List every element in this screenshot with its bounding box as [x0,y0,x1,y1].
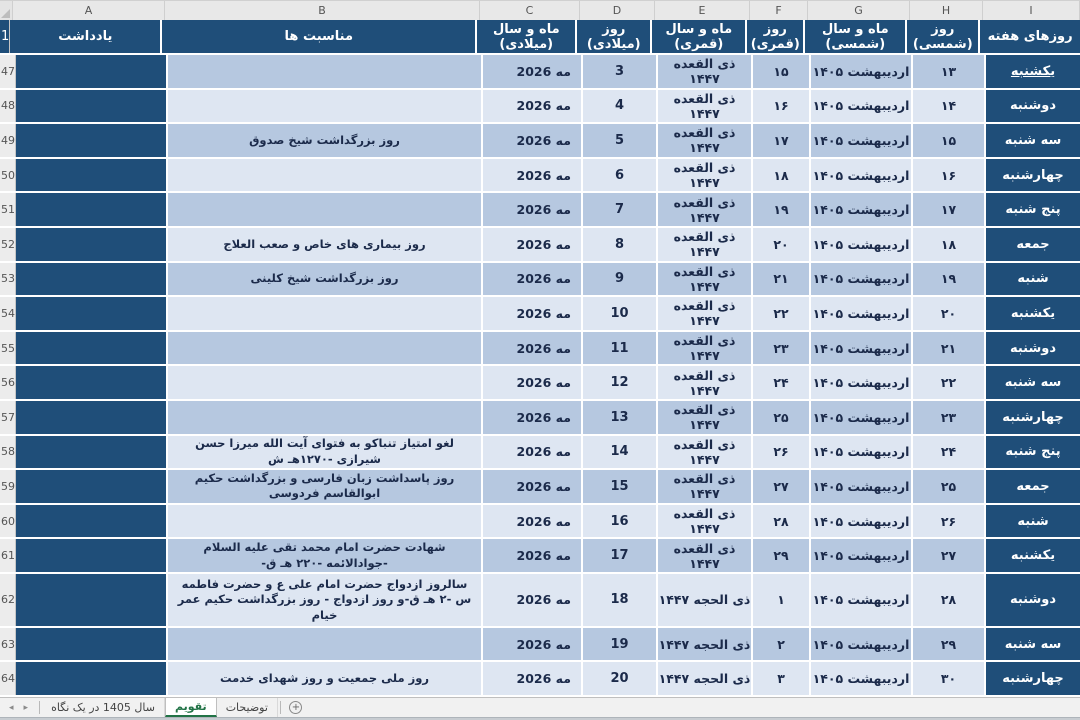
occasion-cell[interactable]: روز بزرگداشت شیخ کلینی [168,263,483,296]
gregorian-day-cell[interactable]: 9 [583,263,658,296]
occasion-cell[interactable] [168,297,483,330]
hijri-day-cell[interactable]: ۳ [753,662,811,695]
gregorian-day-cell[interactable]: 12 [583,366,658,399]
note-cell[interactable] [16,574,168,626]
row-number[interactable]: 55 [0,332,16,365]
header-cell-notes[interactable]: یادداشت [10,20,162,53]
row-number[interactable]: 47 [0,55,16,88]
row-number[interactable]: 56 [0,366,16,399]
occasion-cell[interactable] [168,90,483,123]
occasion-cell[interactable] [168,628,483,661]
occasion-cell[interactable]: روز پاسداشت زبان فارسی و بزرگداشت حکیم ابوالقاسم فردوسی [168,470,483,503]
occasion-cell[interactable]: روز بزرگداشت شیخ صدوق [168,124,483,157]
solar-day-cell[interactable]: ۱۸ [913,228,986,261]
row-number[interactable]: 59 [0,470,16,503]
solar-day-cell[interactable]: ۱۴ [913,90,986,123]
solar-day-cell[interactable]: ۲۹ [913,628,986,661]
gregorian-day-cell[interactable]: 6 [583,159,658,192]
column-header-D[interactable]: D [580,1,655,20]
weekday-cell[interactable]: پنج شنبه [986,193,1080,226]
hijri-day-cell[interactable]: ۱ [753,574,811,626]
hijri-day-cell[interactable]: ۲۱ [753,263,811,296]
solar-day-cell[interactable]: ۱۶ [913,159,986,192]
hijri-month-cell[interactable]: ذی الحجه ۱۴۴۷ [658,574,753,626]
note-cell[interactable] [16,55,168,88]
solar-month-cell[interactable]: اردیبهشت ۱۴۰۵ [811,436,913,469]
column-header-I[interactable]: I [983,1,1080,20]
hijri-day-cell[interactable]: ۲۶ [753,436,811,469]
row-number[interactable]: 54 [0,297,16,330]
gregorian-day-cell[interactable]: 20 [583,662,658,695]
solar-day-cell[interactable]: ۱۵ [913,124,986,157]
weekday-cell[interactable]: دوشنبه [986,332,1080,365]
hijri-day-cell[interactable]: ۲۵ [753,401,811,434]
note-cell[interactable] [16,401,168,434]
table-row [0,505,1080,540]
hijri-month-cell[interactable]: ذی القعده ۱۴۴۷ [658,332,753,365]
solar-month-cell[interactable]: اردیبهشت ۱۴۰۵ [811,297,913,330]
gregorian-month-cell[interactable]: مه 2026 [483,470,583,503]
gregorian-day-cell[interactable]: 19 [583,628,658,661]
weekday-cell[interactable]: چهارشنبه [986,159,1080,192]
table-row [0,228,1080,263]
header-cell-hijri-day[interactable]: روز (قمری) [747,20,805,53]
occasion-cell[interactable] [168,55,483,88]
table-row [0,193,1080,228]
header-cell-gregorian-day[interactable]: روز (میلادی) [577,20,652,53]
weekday-cell[interactable]: شنبه [986,263,1080,296]
gregorian-day-cell[interactable]: 13 [583,401,658,434]
table-header-row [0,20,1080,55]
row-number[interactable]: 64 [0,662,16,695]
weekday-cell[interactable]: دوشنبه [986,574,1080,626]
solar-day-cell[interactable]: ۲۳ [913,401,986,434]
gregorian-month-cell[interactable]: مه 2026 [483,193,583,226]
solar-month-cell[interactable]: اردیبهشت ۱۴۰۵ [811,574,913,626]
table-row [0,366,1080,401]
table-row [0,90,1080,125]
gregorian-day-cell[interactable]: 7 [583,193,658,226]
tab-divider [280,701,281,714]
note-cell[interactable] [16,366,168,399]
solar-month-cell[interactable]: اردیبهشت ۱۴۰۵ [811,193,913,226]
solar-month-cell[interactable]: اردیبهشت ۱۴۰۵ [811,159,913,192]
hijri-month-cell[interactable]: ذی القعده ۱۴۴۷ [658,159,753,192]
weekday-cell[interactable]: دوشنبه [986,90,1080,123]
note-cell[interactable] [16,193,168,226]
hijri-month-cell[interactable]: ذی القعده ۱۴۴۷ [658,505,753,538]
note-cell[interactable] [16,436,168,469]
header-cell-hijri-month[interactable]: ماه و سال (قمری) [652,20,747,53]
gregorian-month-cell[interactable]: مه 2026 [483,436,583,469]
hijri-month-cell[interactable]: ذی القعده ۱۴۴۷ [658,193,753,226]
solar-day-cell[interactable]: ۱۳ [913,55,986,88]
note-cell[interactable] [16,332,168,365]
note-cell[interactable] [16,628,168,661]
table-row [0,574,1080,628]
solar-month-cell[interactable]: اردیبهشت ۱۴۰۵ [811,228,913,261]
gregorian-month-cell[interactable]: مه 2026 [483,263,583,296]
weekday-cell[interactable]: یکشنبه [986,539,1080,572]
occasion-cell[interactable] [168,505,483,538]
gregorian-month-cell[interactable]: مه 2026 [483,662,583,695]
row-number[interactable]: 53 [0,263,16,296]
gregorian-day-cell[interactable]: 18 [583,574,658,626]
solar-month-cell[interactable]: اردیبهشت ۱۴۰۵ [811,539,913,572]
note-cell[interactable] [16,159,168,192]
hijri-day-cell[interactable]: ۱۷ [753,124,811,157]
table-row [0,159,1080,194]
table-row [0,297,1080,332]
hijri-month-cell[interactable]: ذی القعده ۱۴۴۷ [658,263,753,296]
gregorian-month-cell[interactable]: مه 2026 [483,159,583,192]
gregorian-day-cell[interactable]: 14 [583,436,658,469]
occasion-cell[interactable] [168,401,483,434]
weekday-cell[interactable]: یکشنبه [986,297,1080,330]
table-row [0,401,1080,436]
solar-day-cell[interactable]: ۱۷ [913,193,986,226]
solar-month-cell[interactable]: اردیبهشت ۱۴۰۵ [811,470,913,503]
row-number[interactable]: 1 [0,20,10,53]
row-number[interactable]: 58 [0,436,16,469]
table-row [0,55,1080,90]
solar-day-cell[interactable]: ۱۹ [913,263,986,296]
header-cell-gregorian-month[interactable]: ماه و سال (میلادی) [477,20,577,53]
hijri-day-cell[interactable]: ۱۶ [753,90,811,123]
occasion-cell[interactable]: روز بیماری های خاص و صعب العلاج [168,228,483,261]
row-number[interactable]: 48 [0,90,16,123]
tab-scroll-right-icon[interactable]: ▸ [23,702,29,713]
gregorian-day-cell[interactable]: 11 [583,332,658,365]
tab-scroll-left-icon[interactable]: ◂ [9,702,14,713]
hijri-day-cell[interactable]: ۲۲ [753,297,811,330]
gregorian-day-cell[interactable]: 10 [583,297,658,330]
sheet-tab-calendar[interactable]: تقویم [165,698,217,717]
note-cell[interactable] [16,539,168,572]
weekday-cell[interactable]: پنج شنبه [986,436,1080,469]
table-row [0,628,1080,663]
hijri-day-cell[interactable]: ۲۹ [753,539,811,572]
gregorian-month-cell[interactable]: مه 2026 [483,574,583,626]
hijri-day-cell[interactable]: ۲۷ [753,470,811,503]
solar-day-cell[interactable]: ۳۰ [913,662,986,695]
occasion-cell[interactable]: روز ملی جمعیت و روز شهدای خدمت [168,662,483,695]
gregorian-month-cell[interactable]: مه 2026 [483,401,583,434]
solar-day-cell[interactable]: ۲۴ [913,436,986,469]
row-number[interactable]: 63 [0,628,16,661]
hijri-month-cell[interactable]: ذی القعده ۱۴۴۷ [658,90,753,123]
table-row [0,436,1080,471]
tab-divider [39,701,40,714]
note-cell[interactable] [16,228,168,261]
gregorian-day-cell[interactable]: 4 [583,90,658,123]
row-number[interactable]: 49 [0,124,16,157]
gregorian-month-cell[interactable]: مه 2026 [483,297,583,330]
solar-month-cell[interactable]: اردیبهشت ۱۴۰۵ [811,628,913,661]
hijri-day-cell[interactable]: ۱۵ [753,55,811,88]
sheet-grid [0,20,1080,697]
gregorian-day-cell[interactable]: 3 [583,55,658,88]
column-header-G[interactable]: G [808,1,910,20]
hijri-day-cell[interactable]: ۲۳ [753,332,811,365]
gregorian-month-cell[interactable]: مه 2026 [483,90,583,123]
column-header-F[interactable]: F [750,1,808,20]
note-cell[interactable] [16,90,168,123]
occasion-cell[interactable]: لغو امتیاز تنباکو به فتوای آیت الله میرزا حسن شیرازی -۱۲۷۰هـ ش [168,436,483,469]
header-cell-solar-month[interactable]: ماه و سال (شمسی) [805,20,907,53]
header-cell-solar-day[interactable]: روز (شمسی) [907,20,980,53]
header-cell-weekday[interactable]: روزهای هفته [980,20,1080,53]
hijri-day-cell[interactable]: ۱۸ [753,159,811,192]
gregorian-day-cell[interactable]: 16 [583,505,658,538]
weekday-cell[interactable]: سه شنبه [986,628,1080,661]
hijri-month-cell[interactable]: ذی القعده ۱۴۴۷ [658,539,753,572]
note-cell[interactable] [16,124,168,157]
table-row [0,332,1080,367]
column-header-E[interactable]: E [655,1,750,20]
solar-day-cell[interactable]: ۲۵ [913,470,986,503]
solar-month-cell[interactable]: اردیبهشت ۱۴۰۵ [811,90,913,123]
hijri-month-cell[interactable]: ذی القعده ۱۴۴۷ [658,228,753,261]
solar-day-cell[interactable]: ۲۶ [913,505,986,538]
row-number[interactable]: 61 [0,539,16,572]
table-row [0,263,1080,298]
gregorian-day-cell[interactable]: 15 [583,470,658,503]
data-rows [0,55,1080,697]
sheet-tab-explanations[interactable]: توضیحات [217,698,278,717]
weekday-cell[interactable]: سه شنبه [986,366,1080,399]
solar-month-cell[interactable]: اردیبهشت ۱۴۰۵ [811,332,913,365]
gregorian-month-cell[interactable]: مه 2026 [483,539,583,572]
hijri-month-cell[interactable]: ذی القعده ۱۴۴۷ [658,401,753,434]
gregorian-month-cell[interactable]: مه 2026 [483,332,583,365]
occasion-cell[interactable]: شهادت حضرت امام محمد تقی علیه السلام -جوادالائمه -۲۲۰ هـ ق- [168,539,483,572]
table-row [0,662,1080,697]
hijri-day-cell[interactable]: ۲۸ [753,505,811,538]
weekday-cell[interactable]: سه شنبه [986,124,1080,157]
row-number[interactable]: 57 [0,401,16,434]
tab-scroll-arrows [0,698,37,717]
solar-month-cell[interactable]: اردیبهشت ۱۴۰۵ [811,662,913,695]
table-row [0,124,1080,159]
hijri-day-cell[interactable]: ۱۹ [753,193,811,226]
table-row [0,539,1080,574]
solar-month-cell[interactable]: اردیبهشت ۱۴۰۵ [811,124,913,157]
solar-month-cell[interactable]: اردیبهشت ۱۴۰۵ [811,366,913,399]
row-number[interactable]: 60 [0,505,16,538]
solar-month-cell[interactable]: اردیبهشت ۱۴۰۵ [811,505,913,538]
gregorian-day-cell[interactable]: 8 [583,228,658,261]
weekday-cell[interactable]: چهارشنبه [986,401,1080,434]
note-cell[interactable] [16,470,168,503]
weekday-cell[interactable]: یکشنبه [986,55,1080,88]
column-header-B[interactable]: B [165,1,480,20]
select-all-corner[interactable] [0,1,13,20]
hijri-month-cell[interactable]: ذی الحجه ۱۴۴۷ [658,662,753,695]
add-sheet-button[interactable] [283,698,309,717]
row-number[interactable]: 50 [0,159,16,192]
gregorian-day-cell[interactable]: 17 [583,539,658,572]
hijri-day-cell[interactable]: ۲۴ [753,366,811,399]
row-number[interactable]: 51 [0,193,16,226]
weekday-cell[interactable]: شنبه [986,505,1080,538]
hijri-month-cell[interactable]: ذی القعده ۱۴۴۷ [658,124,753,157]
occasion-cell[interactable] [168,159,483,192]
sheet-tab-year-overview[interactable]: سال 1405 در یک نگاه [42,698,165,717]
row-number[interactable]: 62 [0,574,16,626]
gregorian-month-cell[interactable]: مه 2026 [483,505,583,538]
weekday-cell[interactable]: جمعه [986,228,1080,261]
hijri-month-cell[interactable]: ذی القعده ۱۴۴۷ [658,366,753,399]
gregorian-month-cell[interactable]: مه 2026 [483,628,583,661]
weekday-cell[interactable]: جمعه [986,470,1080,503]
hijri-month-cell[interactable]: ذی القعده ۱۴۴۷ [658,436,753,469]
occasion-cell[interactable] [168,332,483,365]
sheet-tab-bar [0,697,1080,717]
solar-day-cell[interactable]: ۲۸ [913,574,986,626]
gregorian-month-cell[interactable]: مه 2026 [483,366,583,399]
occasion-cell[interactable] [168,193,483,226]
hijri-day-cell[interactable]: ۲ [753,628,811,661]
note-cell[interactable] [16,505,168,538]
hijri-day-cell[interactable]: ۲۰ [753,228,811,261]
solar-month-cell[interactable]: اردیبهشت ۱۴۰۵ [811,263,913,296]
plus-icon: + [289,701,302,714]
column-header-A[interactable]: A [13,1,165,20]
gregorian-month-cell[interactable]: مه 2026 [483,55,583,88]
column-header-C[interactable]: C [480,1,580,20]
solar-day-cell[interactable]: ۲۷ [913,539,986,572]
column-header-H[interactable]: H [910,1,983,20]
hijri-month-cell[interactable]: ذی الحجه ۱۴۴۷ [658,628,753,661]
note-cell[interactable] [16,662,168,695]
header-cell-occasions[interactable]: مناسبت ها [162,20,477,53]
row-number[interactable]: 52 [0,228,16,261]
gregorian-month-cell[interactable]: مه 2026 [483,228,583,261]
solar-month-cell[interactable]: اردیبهشت ۱۴۰۵ [811,55,913,88]
occasion-cell[interactable] [168,366,483,399]
solar-day-cell[interactable]: ۲۰ [913,297,986,330]
column-header-bar [0,0,1080,20]
hijri-month-cell[interactable]: ذی القعده ۱۴۴۷ [658,470,753,503]
occasion-cell[interactable]: سالروز ازدواج حضرت امام علی ع و حضرت فاطمه س -۲ هـ ق-و روز ازدواج - روز بزرگداشت حکیم عمر خیام [168,574,483,626]
table-row [0,470,1080,505]
gregorian-day-cell[interactable]: 5 [583,124,658,157]
hijri-month-cell[interactable]: ذی القعده ۱۴۴۷ [658,55,753,88]
solar-day-cell[interactable]: ۲۱ [913,332,986,365]
gregorian-month-cell[interactable]: مه 2026 [483,124,583,157]
note-cell[interactable] [16,263,168,296]
hijri-month-cell[interactable]: ذی القعده ۱۴۴۷ [658,297,753,330]
solar-month-cell[interactable]: اردیبهشت ۱۴۰۵ [811,401,913,434]
note-cell[interactable] [16,297,168,330]
weekday-cell[interactable]: چهارشنبه [986,662,1080,695]
solar-day-cell[interactable]: ۲۲ [913,366,986,399]
